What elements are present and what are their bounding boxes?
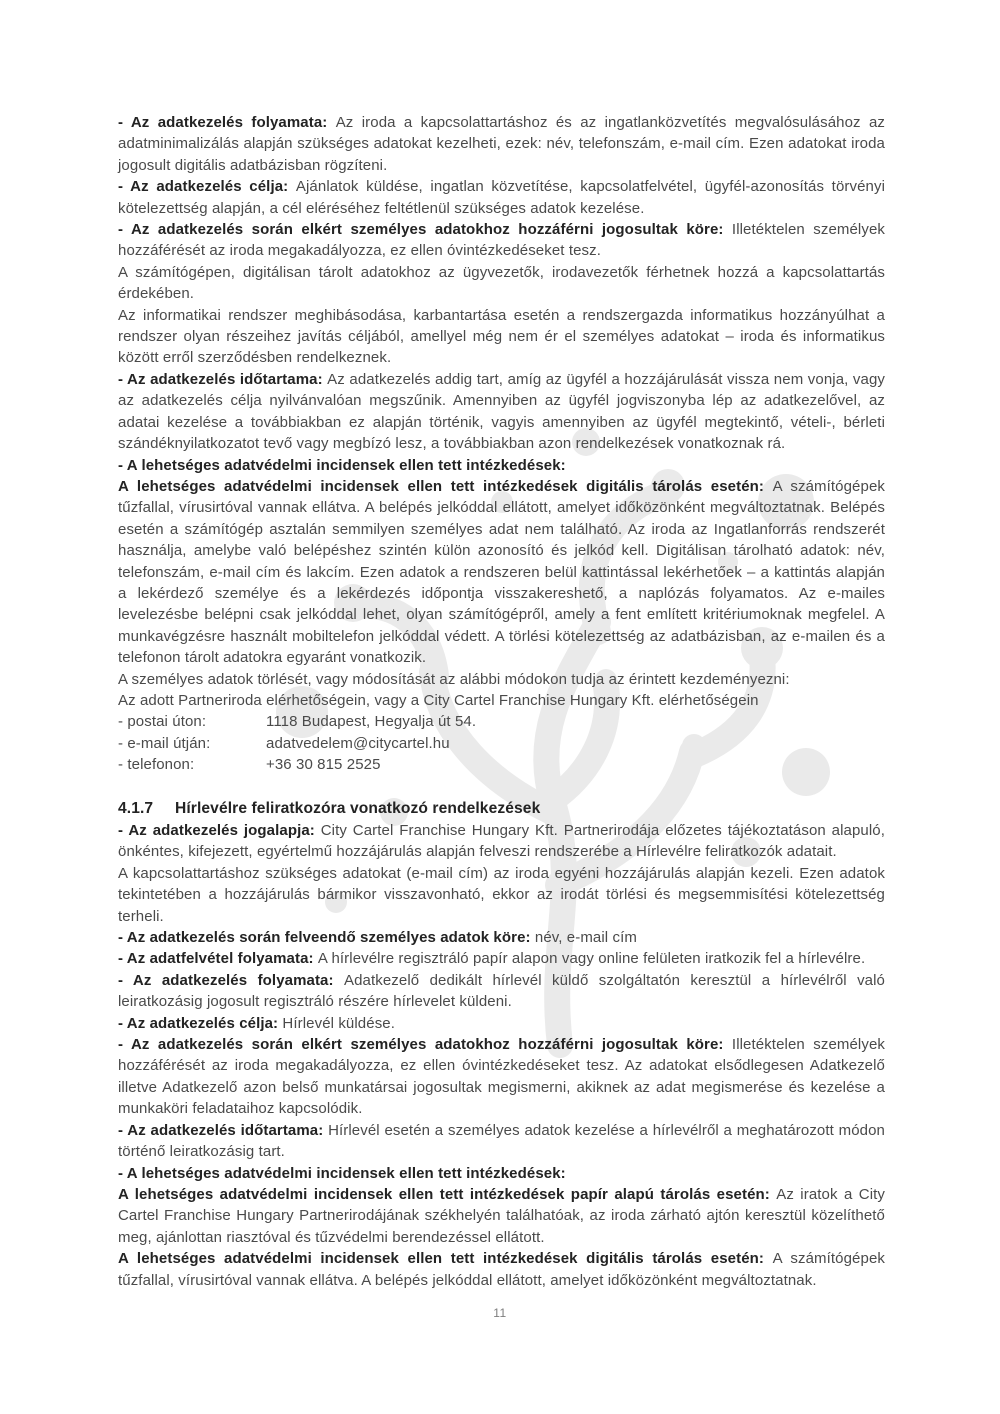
paragraph: [118, 176, 885, 219]
text-run: Adatkezelő dedikált hírlevél küldő szolgáltatón keresztül a hírlevélről való leiratkozásig jogosult regisztráló részére hírlevelet küldeni.: [118, 971, 886, 1011]
paragraph: [118, 927, 885, 948]
paragraph: [118, 948, 885, 969]
paragraph: [118, 1034, 885, 1120]
text-run: Az adatkezelés addig tart, amíg az ügyfél a hozzájárulását vissza nem vonja, vagy az adatkezelés célja nyilvánvalóan megszűnik. Amennyiben az ügyfél jogviszonyba lép az adatkezelővel, az adatai kezelése a továbbiakban ez alapján történik, vagyis amennyiben az ügyfél megtekintő, vételi-, bérleti szándéknyilatkozatot tevő vagy megbízó lesz, a továbbiakban azon rendelkezések vonatkoznak rá.: [118, 370, 885, 453]
text-run: A személyes adatok törlését, vagy módosítását az alábbi módokon tudja az érintett kezdeményezni:: [118, 670, 790, 688]
section-heading: [118, 798, 885, 819]
section-number: 4.1.7: [118, 799, 154, 817]
paragraph: [118, 1248, 885, 1291]
text-run: A hírlevélre regisztráló papír alapon vagy online felületen iratkozik fel a hírlevélre.: [317, 950, 866, 968]
paragraph: [118, 112, 885, 176]
paragraph: [118, 863, 885, 927]
text-run: név, e-mail cím: [534, 929, 637, 947]
text-run: Ajánlatok küldése, ingatlan közvetítése, kapcsolatfelvétel, ügyfél-azonosítás törvényi kötelezettség alapján, a cél eléréséhez feltétlenül szükséges adatok kezelése.: [118, 178, 886, 217]
bold-text-run: - Az adatkezelés időtartama:: [118, 1121, 329, 1139]
bold-text-run: - Az adatkezelés jogalapja:: [118, 822, 321, 839]
bold-text-run: - Az adatkezelés során elkért személyes adatokhoz hozzáférni jogosultak köre:: [118, 221, 732, 239]
text-run: Hírlevél esetén a személyes adatok kezelése a hírlevélről a meghatározott módon történő leiratkozásig tart.: [118, 1121, 885, 1161]
contact-label: - telefonon:: [118, 756, 195, 774]
paragraph: [118, 1120, 885, 1163]
paragraph: [118, 305, 885, 369]
paragraph: [118, 690, 885, 711]
bold-text-run: - A lehetséges adatvédelmi incidensek ellen tett intézkedések:: [118, 1164, 566, 1182]
text-run: A számítógépek tűzfallal, vírusirtóval vannak ellátva. A belépés jelkóddal ellátott, amelyet időközönként megváltoztatnak. Belépés esetén a számítógép asztalán semmilyen személyes adat nem található. Az iroda az Ingatlanforrás rendszerét használja, amelybe való belépéshez szintén külön azonosító és jelkód kell. Digitálisan tárolható adatok: név, telefonszám, e-mail cím és lakcím. Ezen adatok a rendszeren belül kattintással lekérhetőek – a kattintás alapján a lekérdező személye és a lekérdezés időpontja visszakereshető, a naplózás folyamatos. Az e-mailes levelezésbe belépni csak jelkóddal lehet, olyan számítógépről, amely a fent említett kritériumoknak megfelel. A munkavégzésre használt mobiltelefon jelkóddal védett. A törlési kötelezettség az adatbázisban, az e-mailen és a telefonon tárolt adatokra egyaránt vonatkozik.: [118, 477, 885, 667]
section-title: Hírlevélre feliratkozóra vonatkozó rendelkezések: [175, 799, 541, 817]
contact-phone-row: [118, 754, 885, 775]
contact-label: - postai úton:: [118, 713, 207, 731]
bold-text-run: - Az adatkezelés folyamata:: [118, 114, 336, 131]
contact-value: adatvedelem@citycartel.hu: [266, 734, 450, 752]
text-run: Illetéktelen személyek hozzáférését az iroda megakadályozza, ez ellen óvintézkedéseket tesz. Az adatokat elsődlegesen Adatkezelő illetve Adatkezelő azon belső munkatársai jogosultak megismerni, akiknek az adat megismerése és kezelése a munkaköri feladataihoz kapcsolódik.: [118, 1036, 886, 1118]
text-run: A számítógépen, digitálisan tárolt adatokhoz az ügyvezetők, irodavezetők férhetnek hozzá a kapcsolattartás érdekében.: [118, 263, 885, 303]
section-newsletter-provisions: [118, 820, 885, 1291]
paragraph: [118, 1184, 885, 1248]
bold-text-run: A lehetséges adatvédelmi incidensek ellen tett intézkedések digitális tárolás esetén:: [118, 477, 773, 495]
paragraph: [118, 820, 885, 863]
contact-postal-row: [118, 711, 885, 732]
section-data-processing-provisions: [118, 112, 885, 711]
text-run: A kapcsolattartáshoz szükséges adatokat (e-mail cím) az iroda egyéni hozzájárulás alapján kezeli. Ezen adatok tekintetében a hozzájárulás bármikor visszavonható, ekkor az irodát törlési és megsemmisítési kötelezettség terheli.: [118, 864, 885, 925]
paragraph: [118, 369, 885, 455]
bold-text-run: - Az adatkezelés célja:: [118, 178, 296, 196]
paragraph: [118, 476, 885, 669]
contact-value: 1118 Budapest, Hegyalja út 54.: [266, 713, 477, 731]
contact-value: +36 30 815 2525: [266, 756, 381, 774]
text-run: Az iroda a kapcsolattartáshoz és az ingatlanközvetítés megvalósulásához az adatminimalizálás alapján szükséges adatokat kezelheti, ezek: név, telefonszám, e-mail cím. Ezen adatokat iroda jogosult digitális adatbázisban rögzíteni.: [118, 114, 885, 174]
paragraph: [118, 455, 885, 476]
paragraph: [118, 219, 885, 262]
bold-text-run: - Az adatfelvétel folyamata:: [118, 950, 318, 968]
paragraph: [118, 1163, 885, 1184]
bold-text-run: - Az adatkezelés során felveendő személyes adatok köre:: [118, 929, 535, 947]
text-run: Hírlevél küldése.: [282, 1014, 396, 1032]
bold-text-run: - A lehetséges adatvédelmi incidensek ellen tett intézkedések:: [118, 456, 566, 474]
contact-email-row: [118, 733, 885, 754]
bold-text-run: - Az adatkezelés során elkért személyes adatokhoz hozzáférni jogosultak köre:: [118, 1036, 732, 1054]
bold-text-run: - Az adatkezelés célja:: [118, 1014, 283, 1032]
paragraph: [118, 970, 885, 1013]
bold-text-run: - Az adatkezelés folyamata:: [118, 971, 344, 989]
text-run: City Cartel Franchise Hungary Kft. Partnerirodája előzetes tájékoztatáson alapuló, önkéntes, kifejezett, egyértelmű hozzájárulás alapján felveszi rendszerébe a Hírlevélre feliratkozók adatait.: [118, 822, 885, 861]
document-content: [118, 112, 885, 1291]
paragraph: [118, 1013, 885, 1034]
page-number: 11: [493, 1306, 507, 1320]
contact-label: - e-mail útján:: [118, 734, 211, 752]
contact-list: [118, 711, 885, 775]
paragraph: [118, 669, 885, 690]
text-run: Az iratok a City Cartel Franchise Hungary Partnerirodájának székhelyén találhatóak, az iroda zárható ajtón keresztül közelíthető meg, ajánlottan riasztóval és tűzvédelmi berendezéssel ellátott.: [118, 1185, 885, 1246]
bold-text-run: A lehetséges adatvédelmi incidensek ellen tett intézkedések digitális tárolás esetén:: [118, 1250, 773, 1268]
text-run: Az adott Partneriroda elérhetőségein, vagy a City Cartel Franchise Hungary Kft. elérhetőségein: [118, 691, 759, 709]
bold-text-run: A lehetséges adatvédelmi incidensek ellen tett intézkedések papír alapú tárolás esetén:: [118, 1185, 777, 1203]
text-run: Az informatikai rendszer meghibásodása, karbantartása esetén a rendszergazda informatikus hozzányúlhat a rendszer olyan részeihez javítás céljából, amellyel még nem ér el személyes adatokat – iroda és informatikus között erről szerződésben rendelkeznek.: [118, 306, 885, 367]
bold-text-run: - Az adatkezelés időtartama:: [118, 370, 328, 388]
text-run: A számítógépek tűzfallal, vírusirtóval vannak ellátva. A belépés jelkóddal ellátott, amelyet időközönként megváltoztatnak.: [118, 1250, 885, 1289]
paragraph: [118, 262, 885, 305]
text-run: Illetéktelen személyek hozzáférését az iroda megakadályozza, ez ellen óvintézkedéseket tesz.: [118, 221, 886, 260]
